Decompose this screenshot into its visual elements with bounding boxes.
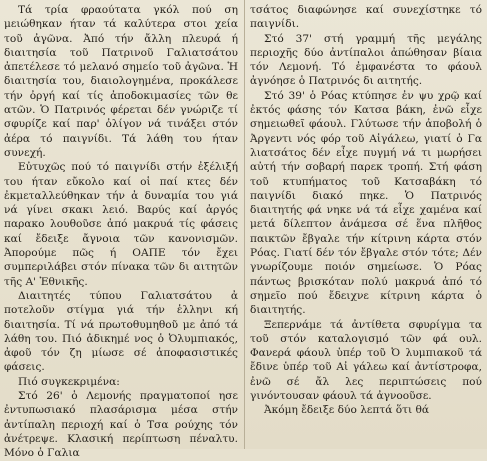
article-left-column — [4, 3, 238, 460]
paragraph: Τά τρία φραούτατα γκόλ πού ση μειώθηκαν ήταν τά καλύτερα στοι χεία τοῦ ἀγῶνα. Ἀπό τήν ἄλλη πλευρά ή διαιτησία τοῦ Πατρινοῦ Γαλιατσάτου ἀπετέλεσε τό μελανό σημείο τοῦ ἀγῶνα. Ἡ διαιτησία του, διαιολογημένα, προκάλεσε τήν ὀργή καί τίς ἀποδοκιμασίες τῶν θε ατῶν. Ὁ Πατρινός φέρεται δέν γνώριζε τί σφυρίζε καί παρ' ὀλίγον νά τινάξει στόν ἀέρα τό παιγνίδι. Τά λάθη του ήταν συνεχή. — [4, 4, 238, 159]
paragraph: Ξεπερνάμε τά ἀντίθετα σφυρίγμα τα τοῦ στόν καταλογισμό τῶν φά ουλ. Φανερά φάουλ ὑπέρ τοῦ Ὀ λυμπιακοῦ τά ἔδινε ὑπέρ τοῦ Αἰ γάλεω καί ἀντίστροφα, ἐνῶ σέ ἄλ λες περιπτώσεις πού γινόντουσαν φάουλ τά ἀγνοοῦσε. — [250, 318, 482, 403]
paragraph: Εὐτυχῶς πού τό παιγνίδι στήν ἐξέλιξή του ήταν εὔκολο καί οἱ παί κτες δέν ἐκμεταλλεύθηκαν τήν ἀ δυναμία του γιά νά γίνει σκακι λειό. Βαρύς καί ἀργός παρακο λουθοῦσε ἀπό μακρυά τίς φάσεις καί ἔδειξε ἄγνοια τῶν κανονισμῶν. Ἀπορούμε πῶς ή ΟΑΠΕ τόν ἔχει συμπεριλάβει στόν πίνακα τῶν δι αιτητῶν τῆς Α' Ἐθνικῆς. — [4, 161, 238, 288]
paragraph: Στό 39' ὁ Ρόας κτύπησε ἐν ψυ χρῷ καί ἐκτός φάσης τόν Κατσα βάκη, ἐνῶ εἶχε σημειωθεῖ φάουλ. Γλύτωσε τήν ἀποβολή ὁ Ἀργεντι νός φόρ τοῦ Αἰγάλεω, γιατί ὁ Γα λιατσάτος δέν εἶχε πυγμή νά τι μωρήσει αὐτή τήν σοβαρή παρεκ τροπή. Στή φάση τοῦ κτυπήματος τοῦ Κατσαβάκη τό παιγνίδι διακό πηκε. Ὁ Πατρινός διαιτητής φά νηκε νά τά εἶχε χαμένα καί μετά δίλεπτον ἀνάμεσα σέ ἕνα πλῆθος παικτῶν ἔβγαλε τήν κίτρινη κάρτα στόν Ρόας. Γιατί δέν τόν ἔβγαλε στόν τότε; Δέν γνωρίζουμε ποιόν σημείωσε. Ὁ Ρόας πάντως βρισκόταν πολύ μακρυά ἀπό τό σημεῖο πού ἔδειχνε κίτρινη κάρτα ὁ διαιτητής. — [250, 89, 482, 317]
paragraph: τσάτος διαφώνησε καί συνεχίστηκε τό παιγνίδι. — [250, 4, 482, 31]
article-right-column — [250, 3, 482, 449]
paragraph: Στό 37' στή γραμμή τῆς μεγάλης περιοχῆς δύο ἀντίπαλοι ἀπώθησαν βίαια τόν Λεμονή. Τό ἐμφανέστα το φάουλ ἀγνόησε ὁ Πατρινός δι αιτητής. — [250, 32, 482, 88]
paragraph: Ἀκόμη ἔδειξε δύο λεπτά ὅτι θά — [264, 404, 430, 417]
column-divider — [244, 0, 245, 449]
paragraph: Στό 26' ὁ Λεμονής πραγματοποί ησε ἐντυπωσιακό πλασάρισμα μέσα στήν ἀντίπαλη περιοχή καί ὁ Τσα ρούχης τόν ἀνέτρεψε. Κλασική περίπτωση πέναλτυ. Μόνο ὁ Γαλια — [4, 390, 238, 460]
paragraph: Διαιτητές τύπου Γαλιατσάτου ἀ ποτελοῦν στίγμα γιά τήν ἑλληνι κή διαιτησία. Τί νά πρωτοθυμηθοῦ με ἀπό τά λάθη του. Πιό ἀδικημέ νος ὁ Ὀλυμπιακός, ἀφοῦ τόν ζη μίωσε σέ ἀποφασιστικές φάσεις. — [4, 289, 238, 374]
paragraph: Πιό συγκεκριμένα: — [18, 375, 120, 388]
